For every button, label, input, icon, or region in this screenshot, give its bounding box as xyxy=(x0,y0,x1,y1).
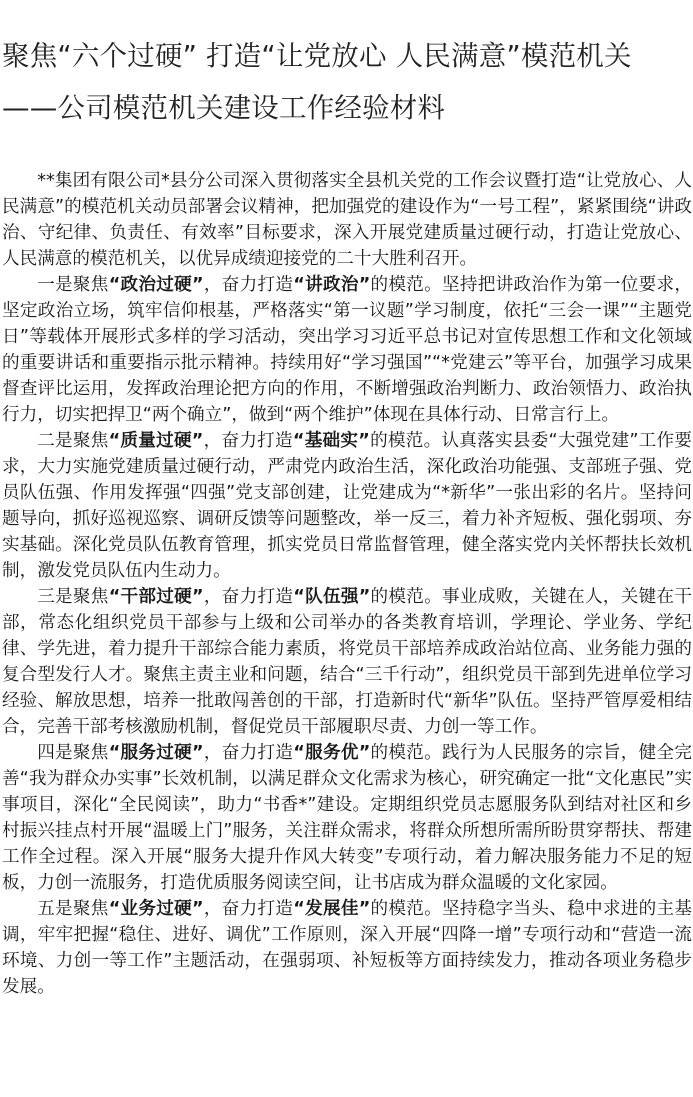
document-body xyxy=(2,168,692,1000)
paragraph-focus-keyword: “政治过硬” xyxy=(108,275,204,295)
section-cadre-paragraph xyxy=(2,584,692,740)
paragraph-goal-keyword: “发展佳” xyxy=(293,899,371,919)
document-title xyxy=(2,30,690,134)
title-line-2: ——公司模范机关建设工作经验材料 xyxy=(2,92,446,124)
paragraph-goal-keyword: “讲政治” xyxy=(293,275,371,295)
paragraph-mid: ，奋力打造 xyxy=(203,743,294,763)
section-business-paragraph xyxy=(2,896,692,1000)
paragraph-text: **集团有限公司*县分公司深入贯彻落实全县机关党的工作会议暨打造“让党放心、人民满意”的模范机关动员部署会议精神，把加强党的建设作为“一号工程”，紧紧围绕“讲政治、守纪律、负责任、有效率”目标要求，深入开展党建质量过硬行动，打造让党放心、人民满意的模范机关，以优异成绩迎接党的二十大胜利召开。 xyxy=(2,171,692,269)
paragraph-lead: 四是聚焦 xyxy=(37,743,109,763)
paragraph-text: 的模范。坚持把讲政治作为第一位要求，坚定政治立场，筑牢信仰根基，严格落实“第一议题”学习制度，依托“三会一课”“主题党日”等载体开展形式多样的学习活动，突出学习习近平总书记对宣传思想工作和文化领域的重要讲话和重要指示批示精神。持续用好“学习强国”“*党建云”等平台，加强学习成果督查评比运用，发挥政治理论把方向的作用，不断增强政治判断力、政治领悟力、政治执行力，切实把捍卫“两个确立”，做到“两个维护”体现在具体行动、日常言行上。 xyxy=(2,275,692,425)
paragraph-goal-keyword: “队伍强” xyxy=(293,587,371,607)
paragraph-focus-keyword: “业务过硬” xyxy=(108,899,204,919)
paragraph-text: 的模范。践行为人民服务的宗旨，健全完善“我为群众办实事”长效机制，以满足群众文化需求为核心，研究确定一批“文化惠民”实事项目，深化“全民阅读”，助力“书香*”建设。定期组织党员志愿服务队到结对社区和乡村振兴挂点村开展“温暖上门”服务，关注群众需求，将群众所想所需所盼贯穿帮扶、帮建工作全过程。深入开展“服务大提升作风大转变”专项行动，着力解决服务能力不足的短板，力创一流服务，打造优质服务阅读空间，让书店成为群众温暖的文化家园。 xyxy=(2,743,692,893)
paragraph-goal-keyword: “服务优” xyxy=(293,743,371,763)
paragraph-focus-keyword: “干部过硬” xyxy=(108,587,204,607)
section-political-paragraph xyxy=(2,272,692,428)
paragraph-focus-keyword: “服务过硬” xyxy=(108,743,204,763)
paragraph-goal-keyword: “基础实” xyxy=(292,431,370,451)
paragraph-lead: 五是聚焦 xyxy=(37,899,109,919)
title-line-1: 聚焦“六个过硬” 打造“让党放心 人民满意”模范机关 xyxy=(2,40,632,72)
paragraph-text: 的模范。坚持稳字当头、稳中求进的主基调，牢牢把握“稳住、进好、调优”工作原则，深入开展“四降一增”专项行动和“营造一流环境、力创一等工作”主题活动，在强弱项、补短板等方面持续发力，推动各项业务稳步发展。 xyxy=(2,899,692,997)
section-service-paragraph xyxy=(2,740,692,896)
paragraph-mid: ，奋力打造 xyxy=(203,587,294,607)
paragraph-focus-keyword: “质量过硬” xyxy=(108,431,204,451)
section-quality-paragraph xyxy=(2,428,692,584)
paragraph-lead: 一是聚焦 xyxy=(37,275,109,295)
paragraph-text: 的模范。认真落实县委“大强党建”工作要求，大力实施党建质量过硬行动，严肃党内政治生活，深化政治功能强、支部班子强、党员队伍强、作用发挥强“四强”党支部创建，让党建成为“*新华”一张出彩的名片。坚持问题导向，抓好巡视巡察、调研反馈等问题整改，举一反三，着力补齐短板、强化弱项、夯实基础。深化党员队伍教育管理，抓实党员日常监督管理，健全落实党内关怀帮扶长效机制，激发党员队伍内生动力。 xyxy=(2,431,692,581)
intro-paragraph xyxy=(2,168,692,272)
paragraph-lead: 三是聚焦 xyxy=(37,587,109,607)
paragraph-mid: ，奋力打造 xyxy=(203,899,294,919)
paragraph-mid: ，奋力打造 xyxy=(203,275,294,295)
paragraph-text: 的模范。事业成败，关键在人，关键在干部，常态化组织党员干部参与上级和公司举办的各类教育培训，学理论、学业务、学纪律、学先进，着力提升干部综合能力素质，将党员干部培养成政治站位高、业务能力强的复合型发行人才。聚焦主责主业和问题，结合“三千行动”，组织党员干部到先进单位学习经验、解放思想，培养一批敢闯善创的干部，打造新时代“新华”队伍。坚持严管厚爱相结合，完善干部考核激励机制，督促党员干部履职尽责、力创一等工作。 xyxy=(2,587,692,737)
paragraph-mid: ，奋力打造 xyxy=(203,431,293,451)
paragraph-lead: 二是聚焦 xyxy=(37,431,109,451)
